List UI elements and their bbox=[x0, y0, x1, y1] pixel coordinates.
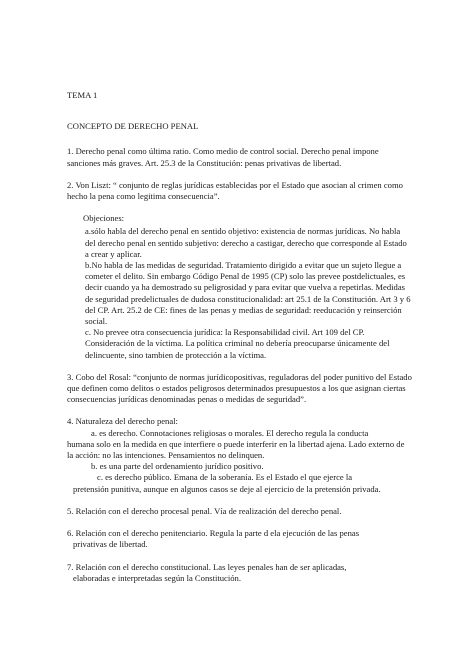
paragraph-3: 3. Cobo del Rosal: “conjunto de normas jurídicopositivas, reguladoras del poder punitivo del Estado que definen como delitos o estados peligrosos determinados presupuestos a los que asignan ciertas consecuencias jurídicas denominadas penas o medidas de seguridad”. bbox=[67, 371, 412, 405]
nature-a-rest: humana solo en la medida en que interfiere o puede interferir en la libertad ajena. Lado externo de la acción: no las intenciones. Pensamientos no delinquen. bbox=[67, 438, 405, 461]
objections-label: Objeciones: bbox=[83, 213, 125, 224]
nature-b: b. es una parte del ordenamiento jurídico positivo. bbox=[91, 461, 264, 472]
nature-block bbox=[67, 416, 412, 494]
paragraph-5: 5. Relación con el derecho procesal penal. Vía de realización del derecho penal. bbox=[67, 505, 342, 516]
objection-b: b.No habla de las medidas de seguridad. Tratamiento dirigido a evitar que un sujeto llegue a cometer el delito. Sin embargo Código Penal de 1995 (CP) solo las prevee postdelictuales, es decir cuando ya ha demostrado su peligrosidad y para evitar que vuelva a repetirlas. Medidas de seguridad predelictuales de dudosa constitucionalidad: art 25.1 de la Constitución. Art 3 y 6 del CP. Art. 25.2 de CE: fines de las penas y medias de seguridad: reeducación y reinserción social. bbox=[85, 260, 411, 327]
paragraph-2: 2. Von Liszt: “ conjunto de reglas jurídicas establecidas por el Estado que asocian al crimen como hecho la pena como legitima consecuencia”. bbox=[67, 179, 403, 202]
paragraph-7-rest: elaboradas e interpretadas según la Constitución. bbox=[73, 572, 242, 583]
objection-c: c. No prevee otra consecuencia jurídica: la Responsabilidad civil. Art 109 del CP. Consideración de la víctima. La política criminal no debería preocuparse únicamente del delincuente, sino tambien de protección a la víctima. bbox=[85, 327, 390, 360]
nature-c-rest: pretensión punitiva, aunque en algunos casos se deje al ejercicio de la pretensión privada. bbox=[73, 483, 381, 494]
nature-a-first-line: a. es derecho. Connotaciones religiosas o morales. El derecho regula la conducta bbox=[91, 427, 369, 438]
paragraph-6 bbox=[67, 528, 412, 550]
document-body bbox=[67, 90, 412, 584]
topic-heading: TEMA 1 bbox=[67, 90, 98, 100]
paragraph-6-first-line: 6. Relación con el derecho penitenciario. Regula la parte d ela ejecución de las penas bbox=[67, 528, 360, 539]
document-title: CONCEPTO DE DERECHO PENAL bbox=[67, 121, 199, 132]
objections-block bbox=[67, 213, 412, 361]
nature-heading: 4. Naturaleza del derecho penal: bbox=[67, 416, 178, 427]
paragraph-7 bbox=[67, 562, 412, 584]
paragraph-6-rest: privativas de libertad. bbox=[73, 539, 148, 550]
paragraph-7-first-line: 7. Relación con el derecho constitucional. Las leyes penales han de ser aplicadas, bbox=[67, 561, 347, 572]
paragraph-1: 1. Derecho penal como última ratio. Como medio de control social. Derecho penal impone sanciones más graves. Art. 25.3 de la Constitución: penas privativas de libertad. bbox=[67, 146, 379, 168]
objection-a: a.sólo habla del derecho penal en sentido objetivo: existencia de normas jurídicas. No habla del derecho penal en sentido subjetivo: derecho a castigar, derecho que corresponde al Estado a crear y aplicar. bbox=[85, 226, 407, 259]
nature-c-first-line: c. es derecho público. Emana de la soberanía. Es el Estado el que ejerce la bbox=[97, 472, 353, 483]
